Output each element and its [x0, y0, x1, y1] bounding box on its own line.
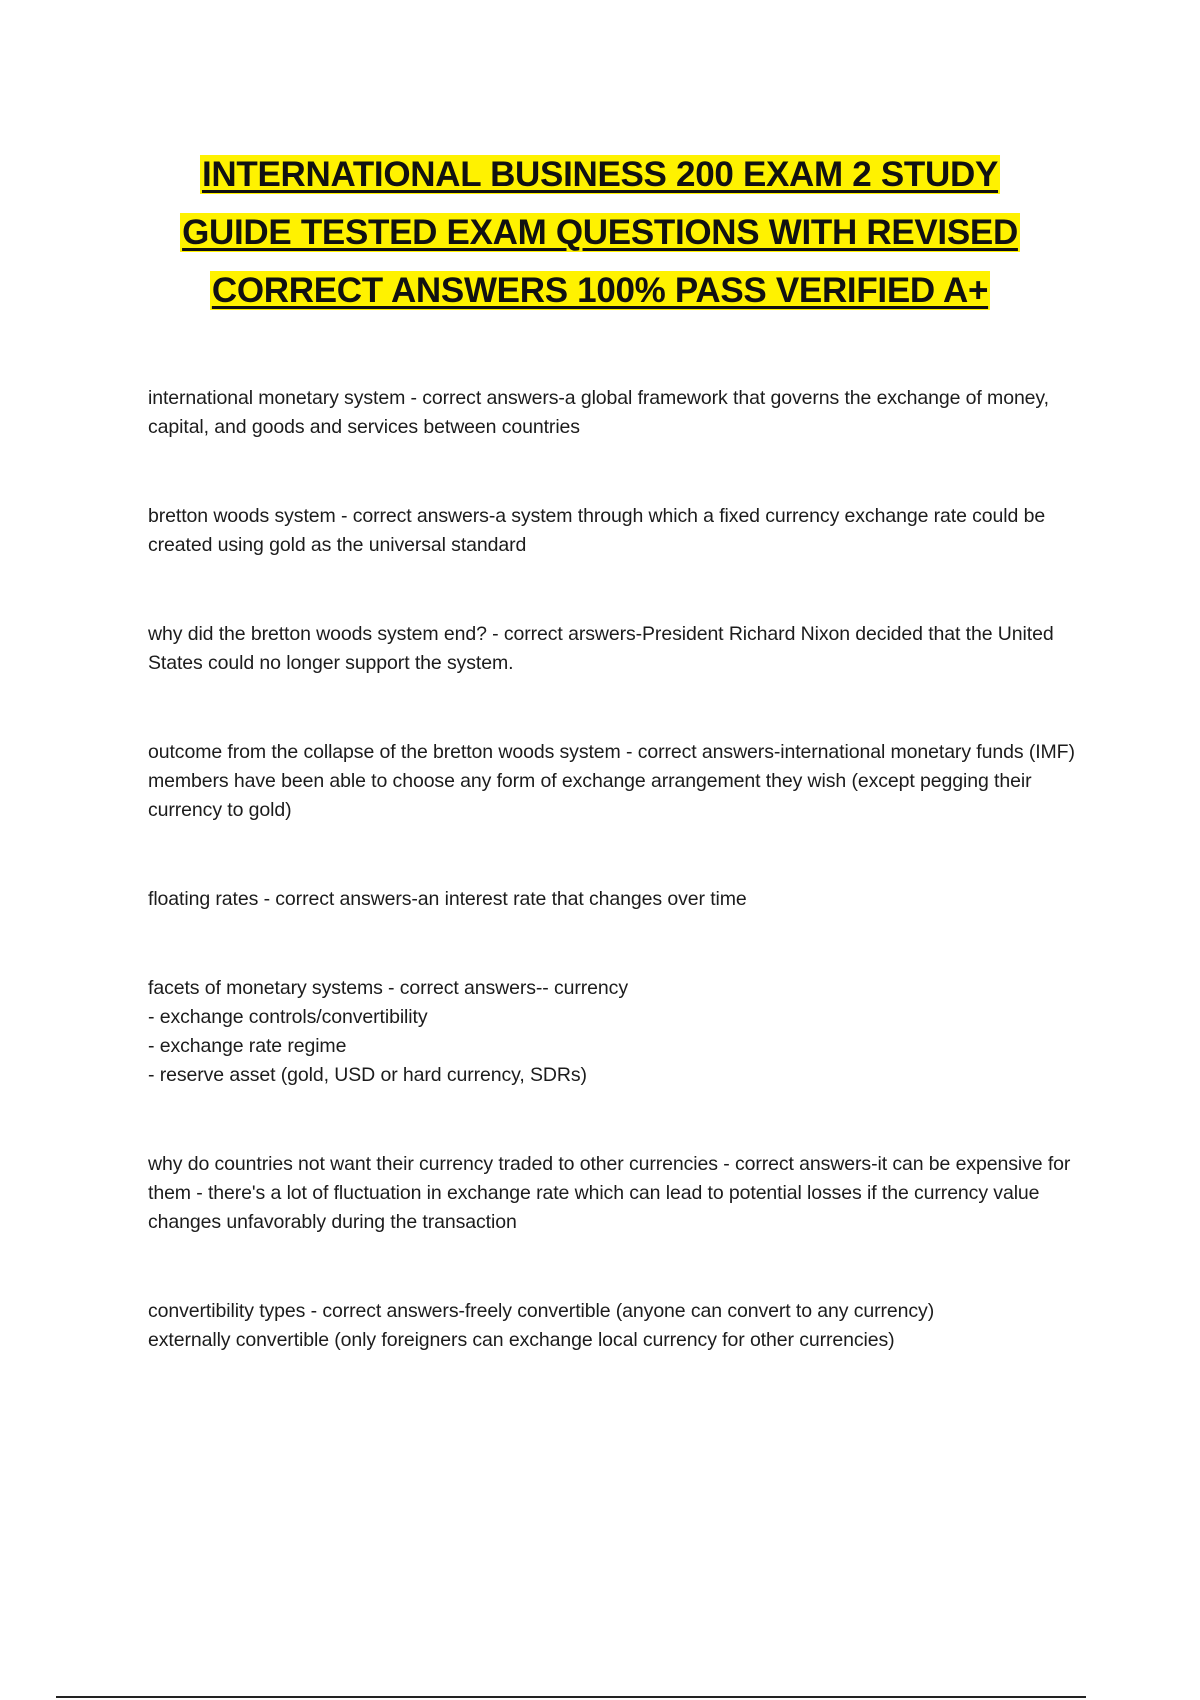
entry-text: outcome from the collapse of the bretton woods system - correct answers-international monetary funds (IMF) members have been able to choose any form of exchange arrangement they wish (except pegging their currency to gold): [148, 741, 1075, 821]
entry-text: floating rates - correct answers-an interest rate that changes over time: [148, 888, 747, 910]
title-line-3: [100, 262, 1100, 320]
entry-floating-rates: [148, 885, 1093, 914]
entry-text: why do countries not want their currency traded to other currencies - correct answers-it can be expensive for them - there's a lot of fluctuation in exchange rate which can lead to potential losses if the currency value changes unfavorably during the transaction: [148, 1153, 1071, 1233]
entry-text: bretton woods system - correct answers-a system through which a fixed currency exchange rate could be created using gold as the universal standard: [148, 505, 1046, 556]
entry-text: international monetary system - correct answers-a global framework that governs the exchange of money, capital, and goods and services between countries: [148, 387, 1049, 438]
entry-international-monetary-system: [148, 384, 1093, 442]
entry-bretton-woods-collapse-outcome: [148, 738, 1093, 825]
study-guide-entries: [148, 384, 1093, 1355]
title-line-2-text: GUIDE TESTED EXAM QUESTIONS WITH REVISED: [182, 213, 1018, 252]
title-line-3-text: CORRECT ANSWERS 100% PASS VERIFIED A+: [211, 271, 989, 310]
document-title: [100, 146, 1100, 320]
title-line-1-text: INTERNATIONAL BUSINESS 200 EXAM 2 STUDY: [201, 155, 999, 194]
title-line-2: [100, 204, 1100, 262]
entry-currency-trading: [148, 1150, 1093, 1237]
bottom-divider: [56, 1696, 1086, 1698]
list-item: - exchange rate regime: [148, 1035, 347, 1057]
list-item: - exchange controls/convertibility: [148, 1006, 428, 1028]
entry-convertibility-types: [148, 1297, 1093, 1355]
entry-heading: facets of monetary systems - correct answers-- currency: [148, 977, 628, 999]
entry-bretton-woods-system: [148, 502, 1093, 560]
entry-facets-of-monetary-systems: [148, 974, 1093, 1090]
entry-heading: convertibility types - correct answers-freely convertible (anyone can convert to any currency): [148, 1300, 935, 1322]
list-item: - reserve asset (gold, USD or hard currency, SDRs): [148, 1064, 587, 1086]
entry-text: externally convertible (only foreigners can exchange local currency for other currencies): [148, 1329, 895, 1351]
entry-bretton-woods-end: [148, 620, 1093, 678]
title-line-1: [100, 146, 1100, 204]
entry-text: why did the bretton woods system end? - correct arswers-President Richard Nixon decided that the United States could no longer support the system.: [148, 623, 1054, 674]
